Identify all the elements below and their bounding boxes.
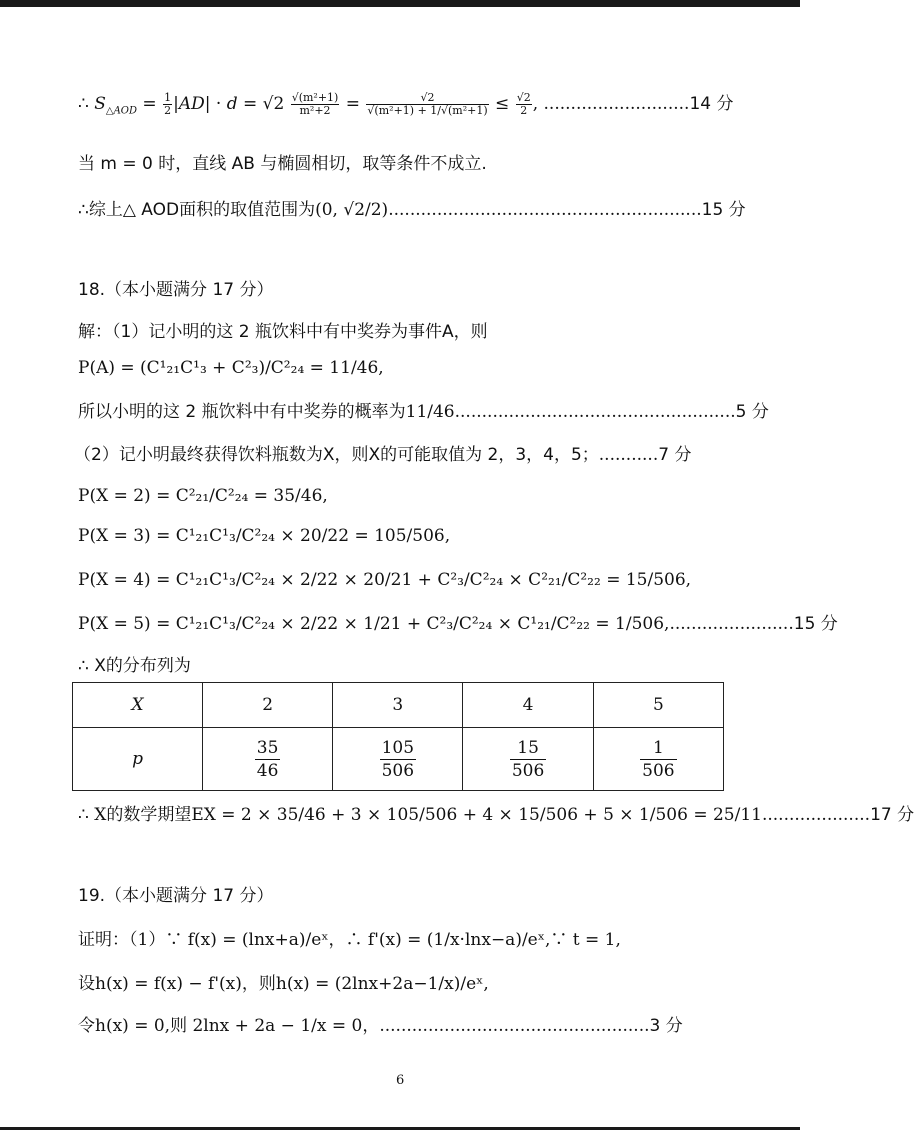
q19-heading: 19.（本小题满分 17 分） <box>78 886 274 906</box>
q18-intro: 解：（1）记小明的这 2 瓶饮料中有中奖券为事件A，则 <box>78 322 488 342</box>
page-number: 6 <box>396 1073 405 1088</box>
q18-heading: 18.（本小题满分 17 分） <box>78 280 274 300</box>
q18-px3: P(X = 3) = C¹₂₁C¹₃/C²₂₄ × 20/22 = 105/506, <box>78 526 451 546</box>
score-14: 14 分 <box>689 94 734 114</box>
q18-expectation-line: ∴ X的数学期望EX = 2 × 35/46 + 3 × 105/506 + 4 × 15/506 + 5 × 1/506 = 25/11....................17 分 <box>78 805 914 825</box>
area-range-line: ∴综上△ AOD面积的取值范围为(0, √2/2)..........................................................15 分 <box>78 200 746 220</box>
q18-p1: P(A) = (C¹₂₁C¹₃ + C²₃)/C²₂₄ = 11/46, <box>78 358 384 378</box>
score-17: 17 分 <box>870 805 914 825</box>
q19-eq-line: 令h(x) = 0,则 2lnx + 2a − 1/x = 0，..................................................3 分 <box>78 1016 683 1036</box>
table-header-row <box>73 683 724 728</box>
score-15b: 15 分 <box>793 614 838 634</box>
q18-dist-label: ∴ X的分布列为 <box>78 656 191 676</box>
score-3: 3 分 <box>649 1016 683 1036</box>
table-cell: 3 <box>333 683 463 728</box>
table-cell: 4 <box>463 683 593 728</box>
tangent-note: 当 m = 0 时，直线 AB 与椭圆相切，取等条件不成立. <box>78 154 487 174</box>
score-15a: 15 分 <box>701 200 746 220</box>
q18-part2-line: （2）记小明最终获得饮料瓶数为X，则X的可能取值为 2，3，4，5；...........7 分 <box>74 445 692 465</box>
table-row <box>73 728 724 791</box>
q18-px5-line: P(X = 5) = C¹₂₁C¹₃/C²₂₄ × 2/22 × 1/21 + C²₃/C²₂₄ × C¹₂₁/C²₂₂ = 1/506,.......................15 分 <box>78 614 838 634</box>
table-cell: $\frac{1}{506}$ <box>593 728 723 791</box>
q19-h: 设h(x) = f(x) − f'(x)，则h(x) = (2lnx+2a−1/x)/eˣ, <box>78 974 489 994</box>
table-cell: p <box>73 728 203 791</box>
area-inequality-line: ∴ $S_{\triangle AOD}$ = $\frac{1}{2}$ |AD| · d = √2 $\frac{\text{√(m²+1)}}{\text{m²+2}}$ = $\frac{√2}{\text{√(m²+1) + 1/√(m²+1)}}$ ≤ $\frac{√2}{2}$ , ...........................14 分 <box>78 91 734 117</box>
top-border <box>0 0 800 7</box>
q19-proof: 证明：（1）∵ f(x) = (lnx+a)/eˣ，∴ f'(x) = (1/x·lnx−a)/eˣ,∵ t = 1, <box>78 930 621 950</box>
q18-px4: P(X = 4) = C¹₂₁C¹₃/C²₂₄ × 2/22 × 20/21 + C²₃/C²₂₄ × C²₂₁/C²₂₂ = 15/506, <box>78 570 692 590</box>
score-7: 7 分 <box>658 445 692 465</box>
table-cell: 2 <box>203 683 333 728</box>
table-cell: X <box>73 683 203 728</box>
table-cell: 5 <box>593 683 723 728</box>
score-5: 5 分 <box>735 402 769 422</box>
q18-px2: P(X = 2) = C²₂₁/C²₂₄ = 35/46, <box>78 486 328 506</box>
distribution-table <box>72 682 724 791</box>
table-cell: $\frac{105}{506}$ <box>333 728 463 791</box>
q18-conclusion-line: 所以小明的这 2 瓶饮料中有中奖券的概率为11/46....................................................5 分 <box>78 402 769 422</box>
table-cell: $\frac{15}{506}$ <box>463 728 593 791</box>
table-cell: $\frac{35}{46}$ <box>203 728 333 791</box>
